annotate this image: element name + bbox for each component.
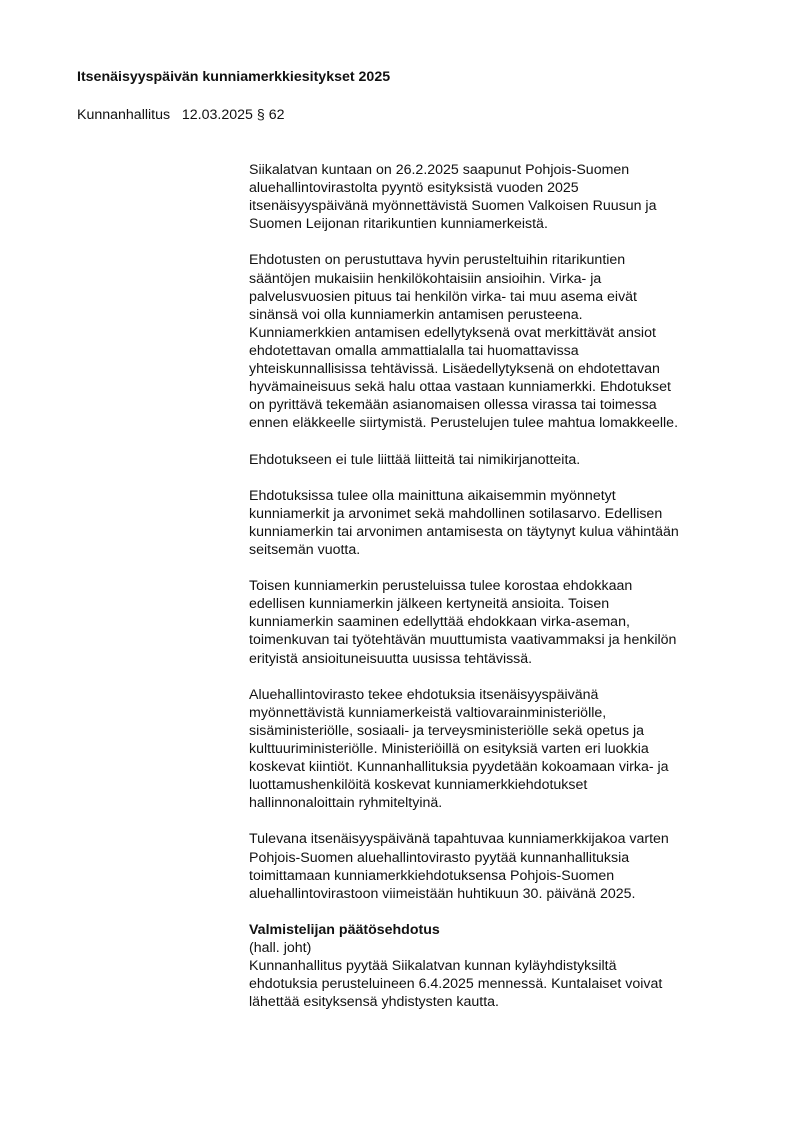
text-line: kunniamerkin tai arvonimen antamisesta on täytynyt kulua vähintään [249, 523, 679, 540]
meeting-body: Kunnanhallitus [77, 107, 171, 123]
proposal-preparer: (hall. joht) [249, 940, 312, 957]
meeting-info [77, 106, 285, 124]
text-line: Aluehallintovirasto tekee ehdotuksia itsenäisyyspäivänä [249, 686, 599, 703]
text-line: Tulevana itsenäisyyspäivänä tapahtuvaa kunniamerkkijakoa varten [249, 831, 669, 848]
document-title: Itsenäisyyspäivän kunniamerkkiesitykset 2025 [77, 69, 391, 85]
text-line: myönnettävistä kunniamerkeistä valtiovarainministeriölle, [249, 704, 607, 721]
paragraph-previous-awards [249, 487, 735, 559]
text-line: kunniamerkin saaminen edellyttää ehdokkaan virka-aseman, [249, 614, 630, 631]
text-line: erityistä ansioituneisuutta uusissa tehtävissä. [249, 650, 533, 667]
section-number: § 62 [256, 107, 285, 123]
text-line: sisäministeriölle, sosiaali- ja terveysministeriölle sekä opetus ja [249, 722, 645, 739]
proposal-heading: Valmistelijan päätösehdotus [249, 921, 440, 938]
text-line: Ehdotusten on perustuttava hyvin perusteltuihin ritarikuntien [249, 252, 626, 269]
text-line: yhteiskunnallisissa tehtävissä. Lisäedellytyksenä on ehdotettavan [249, 361, 660, 378]
document-body [249, 161, 735, 1011]
text-line: sinänsä voi olla kunniamerkin antamisen perusteena. [249, 306, 583, 323]
paragraph-attachments [249, 451, 735, 469]
paragraph-deadline [249, 830, 735, 902]
text-line: Kunnanhallitus pyytää Siikalatvan kunnan kyläyhdistyksiltä [249, 958, 617, 975]
text-line: toimittamaan kunniamerkkiehdotuksensa Pohjois-Suomen [249, 867, 615, 884]
text-line: kulttuuriministeriölle. Ministeriöillä on esityksiä varten eri luokkia [249, 741, 649, 757]
text-line: lähettää esityksensä yhdistysten kautta. [249, 994, 499, 1011]
text-line: Toisen kunniamerkin perusteluissa tulee korostaa ehdokkaan [249, 578, 633, 595]
text-line: on pyrittävä tekemään asianomaisen ollessa virassa tai toimessa [249, 397, 657, 414]
paragraph-second-award [249, 577, 735, 667]
text-line: ehdotettavan omalla ammattialalla tai huomattavissa [249, 342, 579, 359]
text-line: hyvämaineisuus sekä halu ottaa vastaan kunniamerkki. Ehdotukset [249, 379, 671, 396]
text-line: luottamushenkilöitä koskevat kunniamerkkiehdotukset [249, 777, 588, 794]
text-line: seitsemän vuotta. [249, 541, 361, 558]
text-line: Ehdotukseen ei tule liittää liitteitä tai nimikirjanotteita. [249, 451, 581, 468]
text-line: hallinnonaloittain ryhmiteltyinä. [249, 795, 443, 812]
meeting-date: 12.03.2025 [181, 107, 253, 123]
text-line: Suomen Leijonan ritarikuntien kunniamerkeistä. [249, 216, 548, 233]
text-line: Pohjois-Suomen aluehallintovirasto pyytää kunnanhallituksia [249, 849, 630, 866]
text-line: itsenäisyyspäivänä myönnettävistä Suomen Valkoisen Ruusun ja [249, 198, 657, 215]
paragraph-ministries [249, 686, 735, 813]
text-line: aluehallintovirastolta pyyntö esityksistä vuoden 2025 [249, 180, 579, 197]
text-line: toimenkuvan tai työtehtävän muuttumista vaativammaksi ja henkilön [249, 632, 677, 649]
text-line: ennen eläkkeelle siirtymistä. Perustelujen tulee mahtua lomakkeelle. [249, 415, 679, 432]
text-line: sääntöjen mukaisiin henkilökohtaisiin ansioihin. Virka- ja [249, 270, 602, 287]
text-line: palvelusvuosien pituus tai henkilön virka- tai muu asema eivät [249, 288, 637, 305]
text-line: Ehdotuksissa tulee olla mainittuna aikaisemmin myönnetyt [249, 487, 616, 504]
text-line: aluehallintovirastoon viimeistään huhtikuun 30. päivänä 2025. [249, 885, 636, 902]
text-line: kunniamerkit ja arvonimet sekä mahdollinen sotilasarvo. Edellisen [249, 505, 663, 522]
paragraph-criteria [249, 251, 735, 432]
paragraph-request [249, 161, 735, 233]
text-line: edellisen kunniamerkin jälkeen kertyneitä ansioita. Toisen [249, 596, 610, 613]
text-line: ehdotuksia perusteluineen 6.4.2025 mennessä. Kuntalaiset voivat [249, 976, 663, 993]
text-line: koskevat kiintiöt. Kunnanhallituksia pyydetään kokoamaan virka- ja [249, 759, 669, 776]
decision-proposal [249, 921, 735, 1011]
text-line: Kunniamerkkien antamisen edellytyksenä ovat merkittävät ansiot [249, 324, 656, 341]
text-line: Siikalatvan kuntaan on 26.2.2025 saapunut Pohjois-Suomen [249, 162, 630, 178]
